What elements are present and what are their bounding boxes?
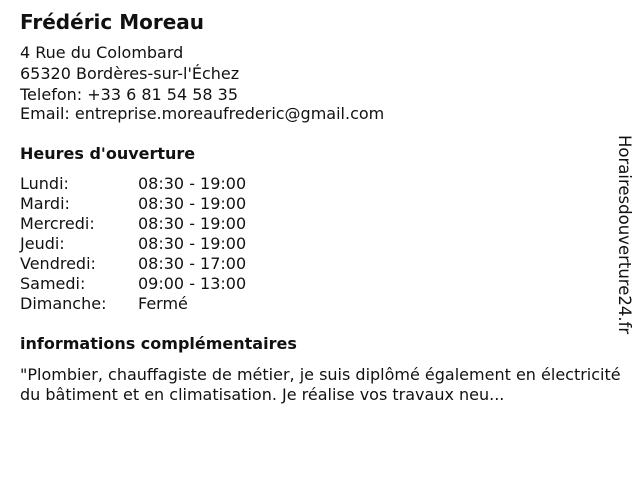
day-label: Mardi: (20, 194, 70, 213)
business-description: "Plombier, chauffagiste de métier, je suis diplômé également en électricité du bâtiment et en climatisation. Je réalise vos travaux neu... (20, 365, 621, 404)
email-address[interactable]: Email: entreprise.moreaufrederic@gmail.com (20, 104, 385, 123)
day-label: Vendredi: (20, 254, 96, 273)
time-range: 08:30 - 17:00 (138, 254, 247, 273)
day-label: Samedi: (20, 274, 86, 293)
phone-number[interactable]: Telefon: +33 6 81 54 58 35 (20, 85, 239, 104)
day-label: Dimanche: (20, 294, 107, 313)
day-label: Jeudi: (20, 234, 65, 253)
site-brand-vertical: Horairesdouverture24.fr (615, 135, 634, 335)
time-range: Fermé (138, 294, 188, 313)
day-label: Mercredi: (20, 214, 95, 233)
address-city: 65320 Bordères-sur-l'Échez (20, 64, 240, 83)
time-range: 08:30 - 19:00 (138, 194, 247, 213)
time-range: 08:30 - 19:00 (138, 214, 247, 233)
opening-hours-heading: Heures d'ouverture (20, 144, 196, 163)
time-range: 08:30 - 19:00 (138, 174, 247, 193)
time-range: 09:00 - 13:00 (138, 274, 247, 293)
additional-info-heading: informations complémentaires (20, 334, 297, 353)
day-label: Lundi: (20, 174, 69, 193)
time-range: 08:30 - 19:00 (138, 234, 247, 253)
address-street: 4 Rue du Colombard (20, 43, 184, 62)
business-name: Frédéric Moreau (20, 10, 205, 34)
